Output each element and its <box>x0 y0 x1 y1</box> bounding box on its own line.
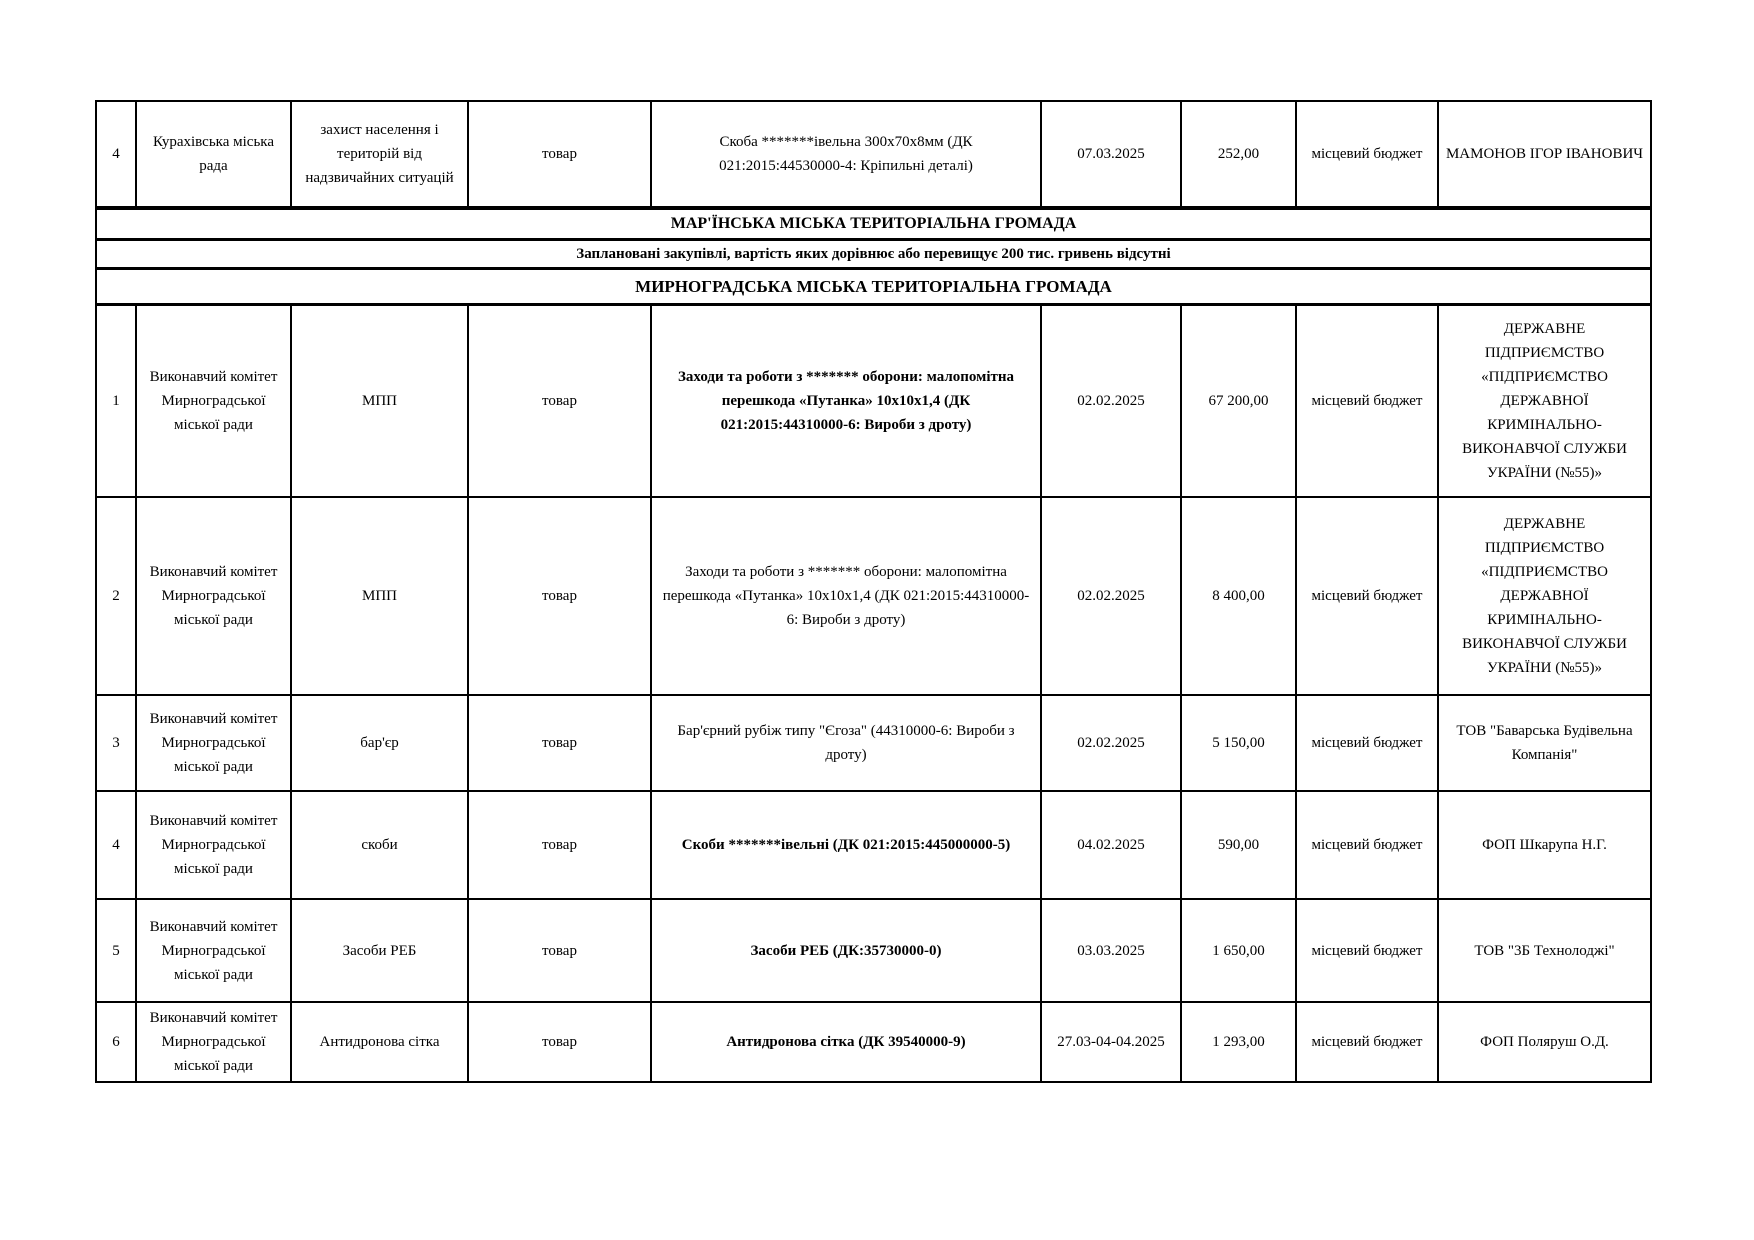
cell-supplier: МАМОНОВ ІГОР ІВАНОВИЧ <box>1438 101 1651 208</box>
cell-description: Заходи та роботи з ******* оборони: малопомітна перешкода «Путанка» 10х10х1,4 (ДК 021:2015:44310000-6: Вироби з дроту) <box>651 497 1041 695</box>
cell-amount: 5 150,00 <box>1181 695 1296 791</box>
cell-description: Скоба *******івельна 300х70х8мм (ДК 021:2015:44530000-4: Кріпильні деталі) <box>651 101 1041 208</box>
cell-procurement-type: товар <box>468 899 651 1002</box>
cell-funding-source: місцевий бюджет <box>1296 1002 1438 1082</box>
cell-funding-source: місцевий бюджет <box>1296 497 1438 695</box>
cell-amount: 8 400,00 <box>1181 497 1296 695</box>
table-row <box>96 791 1651 899</box>
table-row <box>96 101 1651 208</box>
cell-funding-source: місцевий бюджет <box>1296 101 1438 208</box>
table-row <box>96 1002 1651 1082</box>
cell-amount: 1 650,00 <box>1181 899 1296 1002</box>
cell-procurement-type: товар <box>468 695 651 791</box>
table-row <box>96 899 1651 1002</box>
cell-supplier: ФОП Шкарупа Н.Г. <box>1438 791 1651 899</box>
cell-subject: Засоби РЕБ <box>291 899 468 1002</box>
cell-customer: Виконавчий комітет Мирноградської міської ради <box>136 899 291 1002</box>
cell-date: 03.03.2025 <box>1041 899 1181 1002</box>
cell-supplier: ТОВ "3Б Технолоджі" <box>1438 899 1651 1002</box>
cell-customer: Виконавчий комітет Мирноградської міської ради <box>136 1002 291 1082</box>
cell-funding-source: місцевий бюджет <box>1296 791 1438 899</box>
section-header-myrnohradska <box>96 268 1651 304</box>
cell-amount: 590,00 <box>1181 791 1296 899</box>
section-header-marinska <box>96 208 1651 239</box>
cell-procurement-type: товар <box>468 1002 651 1082</box>
section-header-text: МИРНОГРАДСЬКА МІСЬКА ТЕРИТОРІАЛЬНА ГРОМАДА <box>96 268 1651 304</box>
cell-description: Заходи та роботи з ******* оборони: малопомітна перешкода «Путанка» 10х10х1,4 (ДК 021:2015:44310000-6: Вироби з дроту) <box>651 304 1041 497</box>
cell-subject: Антидронова сітка <box>291 1002 468 1082</box>
cell-number: 6 <box>96 1002 136 1082</box>
cell-date: 02.02.2025 <box>1041 497 1181 695</box>
cell-subject: МПП <box>291 497 468 695</box>
cell-date: 02.02.2025 <box>1041 695 1181 791</box>
cell-customer: Виконавчий комітет Мирноградської міської ради <box>136 791 291 899</box>
cell-supplier: ДЕРЖАВНЕ ПІДПРИЄМСТВО «ПІДПРИЄМСТВО ДЕРЖАВНОЇ КРИМІНАЛЬНО-ВИКОНАВЧОЇ СЛУЖБИ УКРАЇНИ (№55)» <box>1438 304 1651 497</box>
table-row <box>96 497 1651 695</box>
cell-number: 2 <box>96 497 136 695</box>
cell-funding-source: місцевий бюджет <box>1296 695 1438 791</box>
cell-date: 04.02.2025 <box>1041 791 1181 899</box>
cell-subject: скоби <box>291 791 468 899</box>
cell-subject: бар'єр <box>291 695 468 791</box>
section-note-marinska <box>96 239 1651 268</box>
cell-description: Засоби РЕБ (ДК:35730000-0) <box>651 899 1041 1002</box>
cell-number: 3 <box>96 695 136 791</box>
cell-number: 4 <box>96 101 136 208</box>
section-note-text: Заплановані закупівлі, вартість яких дорівнює або перевищує 200 тис. гривень відсутні <box>96 239 1651 268</box>
cell-amount: 1 293,00 <box>1181 1002 1296 1082</box>
cell-customer: Виконавчий комітет Мирноградської міської ради <box>136 695 291 791</box>
table-row <box>96 304 1651 497</box>
cell-customer: Курахівська міська рада <box>136 101 291 208</box>
cell-date: 27.03-04-04.2025 <box>1041 1002 1181 1082</box>
cell-funding-source: місцевий бюджет <box>1296 899 1438 1002</box>
cell-date: 07.03.2025 <box>1041 101 1181 208</box>
cell-procurement-type: товар <box>468 791 651 899</box>
cell-customer: Виконавчий комітет Мирноградської міської ради <box>136 304 291 497</box>
cell-supplier: ТОВ "Баварська Будівельна Компанія" <box>1438 695 1651 791</box>
cell-customer: Виконавчий комітет Мирноградської міської ради <box>136 497 291 695</box>
cell-description: Антидронова сітка (ДК 39540000-9) <box>651 1002 1041 1082</box>
cell-procurement-type: товар <box>468 101 651 208</box>
cell-description: Скоби *******івельні (ДК 021:2015:445000000-5) <box>651 791 1041 899</box>
cell-funding-source: місцевий бюджет <box>1296 304 1438 497</box>
cell-subject: МПП <box>291 304 468 497</box>
cell-supplier: ДЕРЖАВНЕ ПІДПРИЄМСТВО «ПІДПРИЄМСТВО ДЕРЖАВНОЇ КРИМІНАЛЬНО-ВИКОНАВЧОЇ СЛУЖБИ УКРАЇНИ (№55)» <box>1438 497 1651 695</box>
cell-number: 4 <box>96 791 136 899</box>
cell-date: 02.02.2025 <box>1041 304 1181 497</box>
cell-subject: захист населення і територій від надзвичайних ситуацій <box>291 101 468 208</box>
cell-amount: 252,00 <box>1181 101 1296 208</box>
cell-amount: 67 200,00 <box>1181 304 1296 497</box>
section-header-text: МАР'ЇНСЬКА МІСЬКА ТЕРИТОРІАЛЬНА ГРОМАДА <box>96 208 1651 239</box>
cell-number: 1 <box>96 304 136 497</box>
cell-number: 5 <box>96 899 136 1002</box>
cell-procurement-type: товар <box>468 497 651 695</box>
cell-supplier: ФОП Поляруш О.Д. <box>1438 1002 1651 1082</box>
cell-procurement-type: товар <box>468 304 651 497</box>
procurement-table <box>95 100 1652 1083</box>
cell-description: Бар'єрний рубіж типу "Єгоза" (44310000-6: Вироби з дроту) <box>651 695 1041 791</box>
table-row <box>96 695 1651 791</box>
